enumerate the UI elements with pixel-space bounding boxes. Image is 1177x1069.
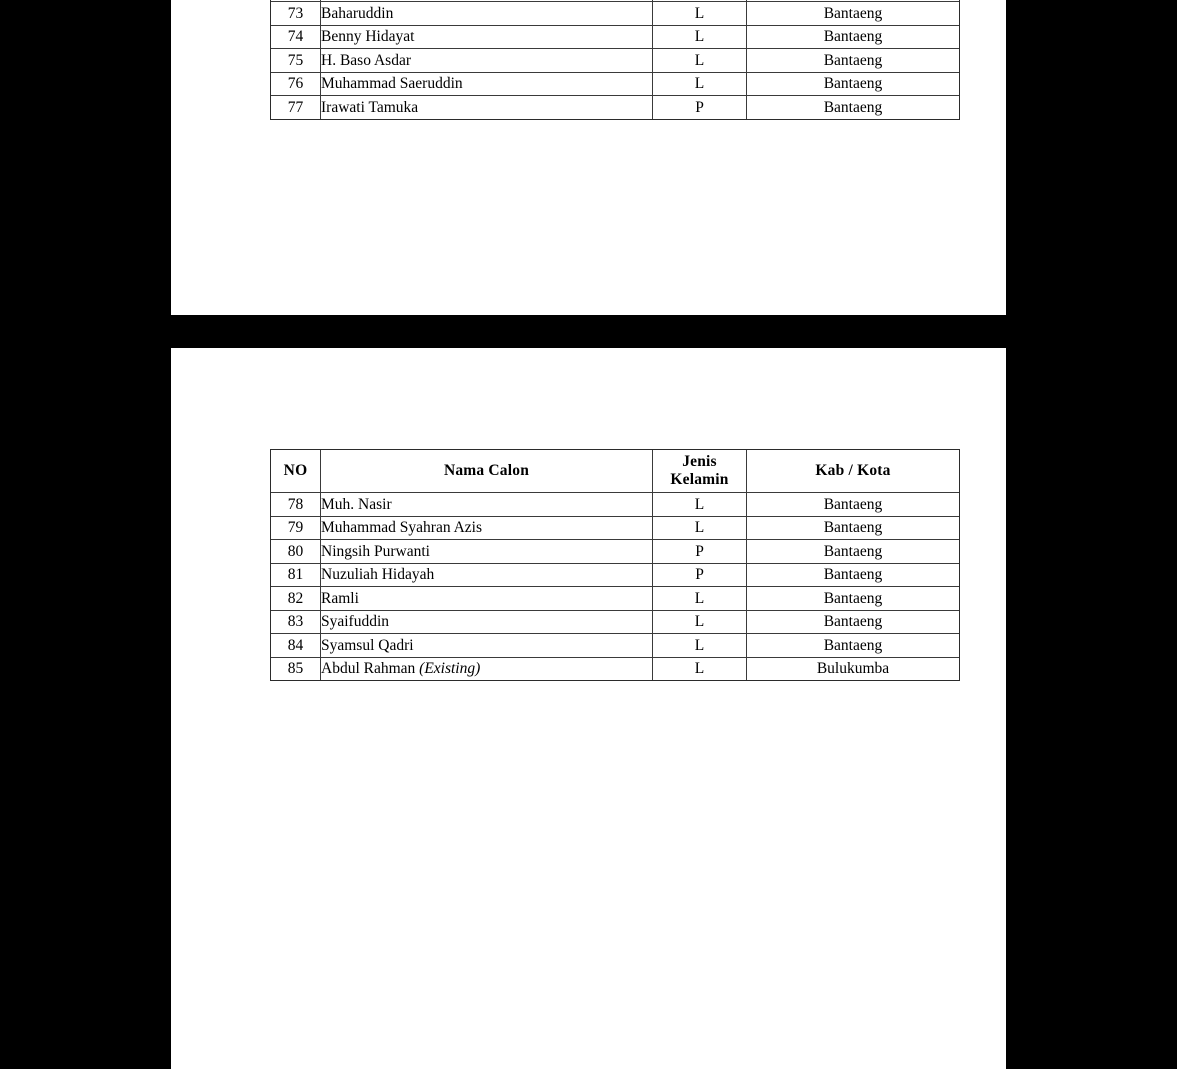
cell-no: 85 bbox=[271, 657, 321, 681]
cell-region: Bantaeng bbox=[747, 610, 960, 634]
cell-no: 80 bbox=[271, 540, 321, 564]
cell-no: 82 bbox=[271, 587, 321, 611]
cell-no: 77 bbox=[271, 96, 321, 120]
table-row bbox=[271, 96, 960, 120]
cell-name: Baharuddin bbox=[321, 2, 653, 26]
cell-sex: P bbox=[653, 540, 747, 564]
cell-no: 73 bbox=[271, 2, 321, 26]
cell-name: Syamsul Qadri bbox=[321, 634, 653, 658]
cell-region: Bantaeng bbox=[747, 634, 960, 658]
cell-sex: P bbox=[653, 96, 747, 120]
cell-no: 75 bbox=[271, 49, 321, 73]
cell-no: 79 bbox=[271, 516, 321, 540]
candidate-table-page-2 bbox=[270, 449, 960, 681]
existing-marker: (Existing) bbox=[415, 660, 481, 677]
cell-name: Ramli bbox=[321, 587, 653, 611]
cell-no: 74 bbox=[271, 25, 321, 49]
cell-name: Abdul Rahman (Existing) bbox=[321, 657, 653, 681]
cell-name: Muhammad Syahran Azis bbox=[321, 516, 653, 540]
cell-region: Bantaeng bbox=[747, 540, 960, 564]
cell-name: Muhammad Saeruddin bbox=[321, 72, 653, 96]
cell-region: Bantaeng bbox=[747, 493, 960, 517]
table-row bbox=[271, 72, 960, 96]
cell-region: Bantaeng bbox=[747, 516, 960, 540]
cell-sex: L bbox=[653, 49, 747, 73]
cell-region: Bantaeng bbox=[747, 49, 960, 73]
column-header-sex-line1: Jenis bbox=[682, 453, 717, 471]
table-row bbox=[271, 657, 960, 681]
column-header-name: Nama Calon bbox=[321, 450, 653, 493]
cell-name: H. Baso Asdar bbox=[321, 49, 653, 73]
cell-no: 76 bbox=[271, 72, 321, 96]
cell-sex: P bbox=[653, 563, 747, 587]
table-row bbox=[271, 610, 960, 634]
cell-region: Bantaeng bbox=[747, 587, 960, 611]
cell-sex: L bbox=[653, 25, 747, 49]
column-header-no: NO bbox=[271, 450, 321, 493]
cell-no: 78 bbox=[271, 493, 321, 517]
cell-region: Bulukumba bbox=[747, 657, 960, 681]
cell-name: Nuzuliah Hidayah bbox=[321, 563, 653, 587]
cell-sex: L bbox=[653, 610, 747, 634]
candidate-table-page-1 bbox=[270, 0, 960, 120]
cell-sex: L bbox=[653, 634, 747, 658]
table-row bbox=[271, 634, 960, 658]
cell-sex: L bbox=[653, 72, 747, 96]
cell-name: Irawati Tamuka bbox=[321, 96, 653, 120]
cell-no: 84 bbox=[271, 634, 321, 658]
cell-region: Bantaeng bbox=[747, 25, 960, 49]
cell-sex: L bbox=[653, 587, 747, 611]
column-header-region: Kab / Kota bbox=[747, 450, 960, 493]
table-row bbox=[271, 540, 960, 564]
column-header-sex bbox=[653, 450, 747, 493]
cell-sex: L bbox=[653, 493, 747, 517]
document-page-2 bbox=[171, 348, 1006, 1069]
cell-name: Benny Hidayat bbox=[321, 25, 653, 49]
table-row bbox=[271, 587, 960, 611]
cell-region: Bantaeng bbox=[747, 2, 960, 26]
table-row bbox=[271, 493, 960, 517]
cell-name: Ningsih Purwanti bbox=[321, 540, 653, 564]
cell-region: Bantaeng bbox=[747, 563, 960, 587]
table-row bbox=[271, 49, 960, 73]
table-header-row bbox=[271, 450, 960, 493]
cell-region: Bantaeng bbox=[747, 72, 960, 96]
table-row bbox=[271, 25, 960, 49]
cell-region: Bantaeng bbox=[747, 96, 960, 120]
candidate-table-header bbox=[271, 450, 960, 493]
cell-no: 83 bbox=[271, 610, 321, 634]
column-header-sex-line2: Kelamin bbox=[670, 471, 729, 488]
candidate-table-body-page-2 bbox=[271, 493, 960, 681]
table-row bbox=[271, 2, 960, 26]
cell-sex: L bbox=[653, 657, 747, 681]
cell-sex: L bbox=[653, 516, 747, 540]
candidate-table-body-page-1 bbox=[271, 0, 960, 119]
cell-sex: L bbox=[653, 2, 747, 26]
cell-name: Muh. Nasir bbox=[321, 493, 653, 517]
table-row bbox=[271, 563, 960, 587]
document-page-1 bbox=[171, 0, 1006, 315]
table-row bbox=[271, 516, 960, 540]
cell-no: 81 bbox=[271, 563, 321, 587]
cell-name: Syaifuddin bbox=[321, 610, 653, 634]
